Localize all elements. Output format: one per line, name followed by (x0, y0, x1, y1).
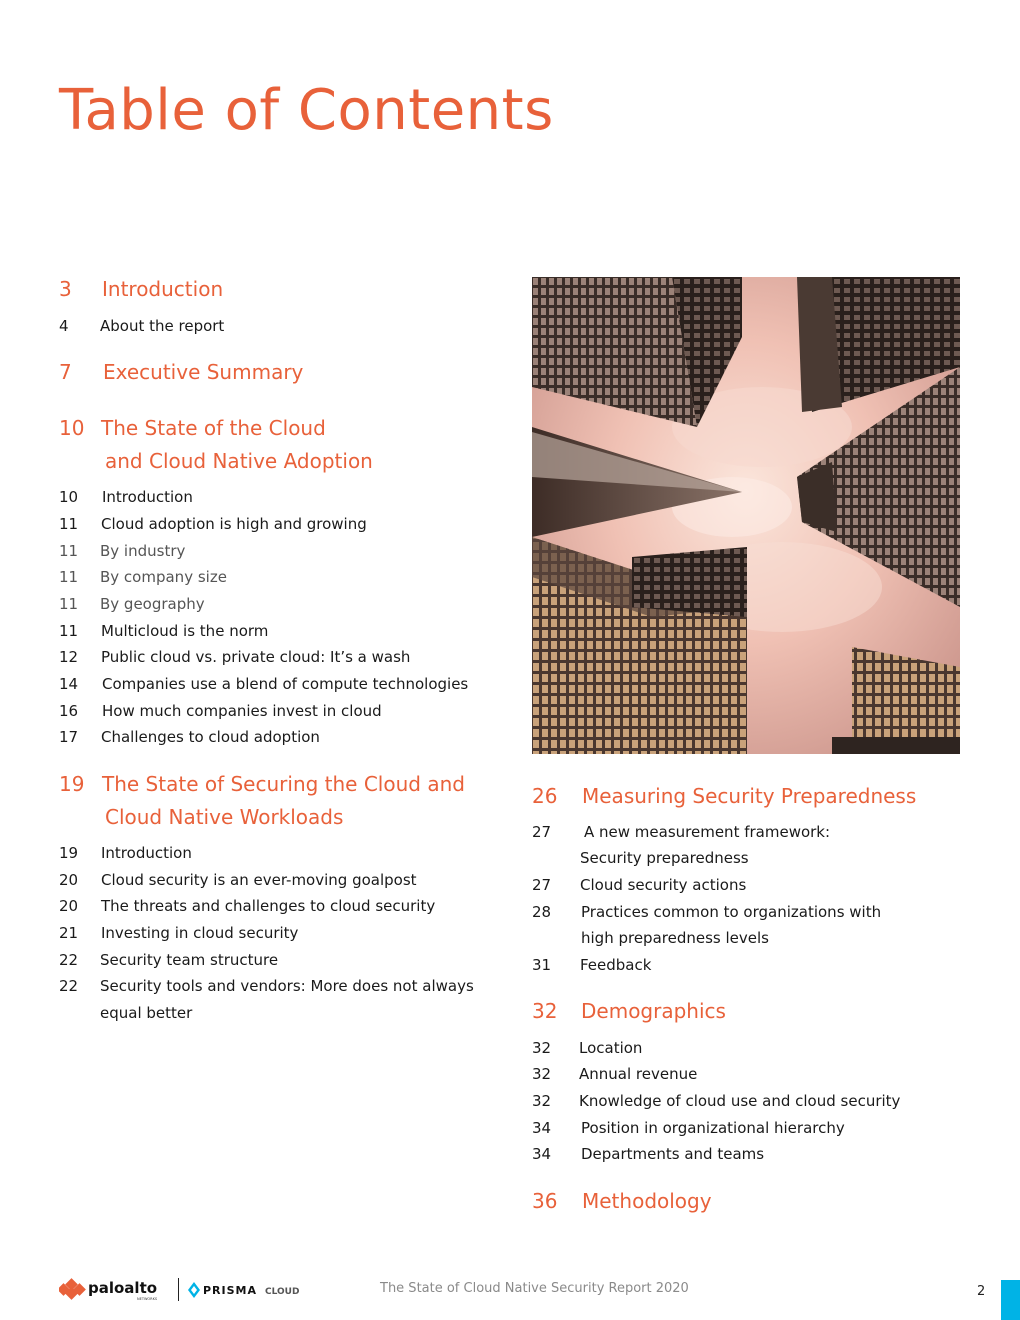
toc-page-number: 32 (532, 1065, 552, 1083)
page-number: 2 (977, 1284, 986, 1299)
toc-heading-label: Executive Summary (103, 360, 304, 384)
toc-page-number: 11 (59, 568, 79, 586)
toc-page-number: 11 (59, 515, 79, 533)
toc-page-number: 12 (59, 648, 79, 666)
logo-divider (178, 1278, 179, 1301)
toc-page-number: 34 (532, 1145, 552, 1163)
toc-entry-label: Cloud security is an ever-moving goalpost (101, 871, 417, 889)
toc-entry-label: Position in organizational hierarchy (581, 1119, 845, 1137)
toc-page-number: 10 (59, 416, 85, 440)
toc-page-number: 14 (59, 675, 79, 693)
toc-page-number: 19 (59, 844, 79, 862)
toc-heading-label: The State of Securing the Cloud and (102, 772, 465, 796)
toc-page-number: 31 (532, 956, 552, 974)
toc-page-number: 19 (59, 772, 85, 796)
toc-entry-label: Location (579, 1039, 643, 1057)
toc-heading-label-line2: Cloud Native Workloads (105, 805, 344, 829)
paloalto-logo (59, 1277, 171, 1305)
toc-heading-label: Demographics (581, 999, 726, 1023)
toc-entry-label: Investing in cloud security (101, 924, 299, 942)
toc-entry-label: Departments and teams (581, 1145, 765, 1163)
toc-heading-label: Introduction (102, 277, 224, 301)
toc-entry-label: How much companies invest in cloud (102, 702, 382, 720)
report-title-footer: The State of Cloud Native Security Report 2020 (380, 1281, 689, 1296)
toc-entry-label: Cloud security actions (580, 876, 747, 894)
toc-page-number: 16 (59, 702, 79, 720)
toc-heading-label: Measuring Security Preparedness (582, 784, 917, 808)
prisma-wordmark: PRISMA (203, 1284, 258, 1297)
toc-page-number: 3 (59, 277, 72, 301)
toc-page-number: 32 (532, 1092, 552, 1110)
skyscrapers-photo (532, 277, 960, 754)
toc-page-number: 21 (59, 924, 79, 942)
toc-page-number: 4 (59, 317, 69, 335)
prisma-cloud-logo (188, 1281, 308, 1303)
toc-page-number: 7 (59, 360, 72, 384)
toc-entry-label-line2: high preparedness levels (581, 929, 769, 947)
toc-page-number: 17 (59, 728, 79, 746)
toc-subentry-label: By company size (100, 568, 227, 586)
toc-entry-label: Knowledge of cloud use and cloud security (579, 1092, 901, 1110)
toc-entry-label: Feedback (580, 956, 652, 974)
toc-entry-label: Security team structure (100, 951, 279, 969)
toc-page-number: 11 (59, 542, 79, 560)
toc-entry-label: Introduction (101, 844, 192, 862)
toc-page-number: 32 (532, 999, 558, 1023)
toc-heading-label-line2: and Cloud Native Adoption (105, 449, 373, 473)
toc-entry-label: Practices common to organizations with (581, 903, 882, 921)
page-edge-tab (1001, 1280, 1020, 1320)
toc-entry-label: Security tools and vendors: More does not always (100, 977, 474, 995)
toc-page-number: 22 (59, 977, 79, 995)
toc-heading-label: The State of the Cloud (101, 416, 326, 440)
toc-page-number: 20 (59, 871, 79, 889)
toc-page-number: 27 (532, 823, 552, 841)
toc-page-number: 32 (532, 1039, 552, 1057)
toc-page-number: 11 (59, 595, 79, 613)
toc-page-number: 20 (59, 897, 79, 915)
toc-entry-label: A new measurement framework: (584, 823, 831, 841)
toc-subentry-label: By geography (100, 595, 205, 613)
toc-heading-label: Methodology (582, 1189, 712, 1213)
paloalto-sub-wordmark: NETWORKS (137, 1297, 158, 1301)
toc-subentry-label: By industry (100, 542, 186, 560)
paloalto-wordmark: paloalto (88, 1279, 158, 1297)
toc-entry-label: Cloud adoption is high and growing (101, 515, 367, 533)
page-title: Table of Contents (59, 78, 554, 143)
toc-page-number: 26 (532, 784, 558, 808)
toc-entry-label: Introduction (102, 488, 193, 506)
toc-entry-label: Public cloud vs. private cloud: It’s a wash (101, 648, 411, 666)
toc-page-number: 36 (532, 1189, 558, 1213)
toc-page-number: 28 (532, 903, 552, 921)
toc-entry-label: Challenges to cloud adoption (101, 728, 320, 746)
toc-page-number: 22 (59, 951, 79, 969)
toc-entry-label: Multicloud is the norm (101, 622, 269, 640)
toc-page-number: 10 (59, 488, 79, 506)
toc-page-number: 34 (532, 1119, 552, 1137)
toc-page-number: 11 (59, 622, 79, 640)
toc-entry-label: About the report (100, 317, 225, 335)
toc-entry-label: Companies use a blend of compute technologies (102, 675, 469, 693)
cloud-wordmark: CLOUD (265, 1287, 300, 1297)
toc-entry-label: The threats and challenges to cloud security (101, 897, 436, 915)
toc-entry-label-line2: equal better (100, 1004, 193, 1022)
toc-entry-label: Annual revenue (579, 1065, 698, 1083)
toc-page-number: 27 (532, 876, 552, 894)
toc-entry-label-line2: Security preparedness (580, 849, 749, 867)
